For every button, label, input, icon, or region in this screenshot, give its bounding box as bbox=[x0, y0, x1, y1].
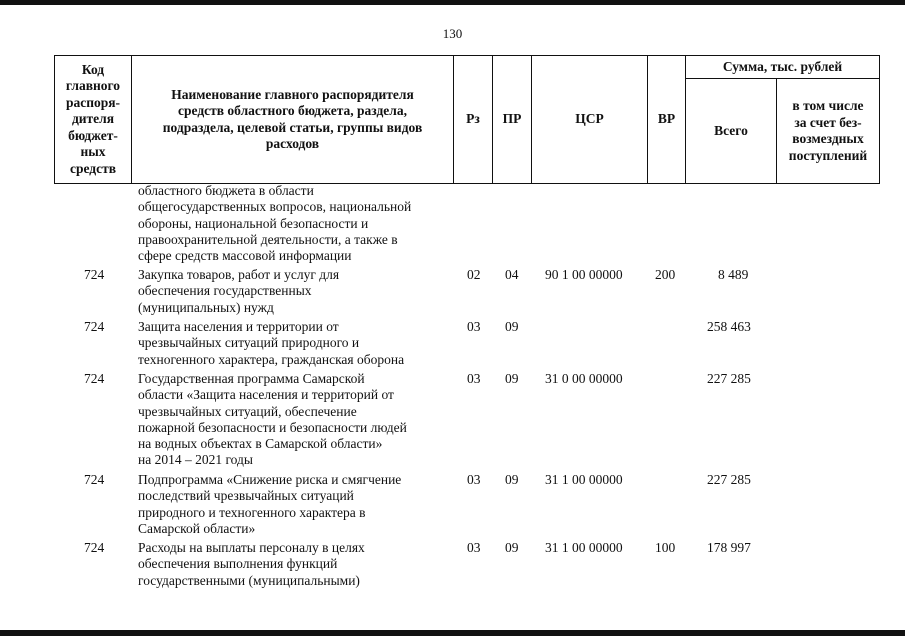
cell-rz: 02 bbox=[467, 267, 481, 282]
cell-total: 227 285 bbox=[707, 472, 751, 487]
cell-pr: 09 bbox=[505, 371, 519, 386]
cell-name: Государственная программа Самарской области «Защита населения и территорий от чрезвычайных ситуаций, обеспечение пожарной безопасности и безопасности людей на водных объектах в Самарской области» на 2014 – 2021 годы bbox=[138, 371, 407, 468]
header-incl: в том числе за счет без- возмездных поступлений bbox=[788, 98, 868, 163]
cell-rz: 03 bbox=[467, 472, 481, 487]
cell-name: Закупка товаров, работ и услуг для обеспечения государственных (муниципальных) нужд bbox=[138, 267, 340, 315]
header-rz: Рз bbox=[466, 111, 480, 127]
cell-pr: 04 bbox=[505, 267, 519, 282]
cell-pr: 09 bbox=[505, 319, 519, 334]
cell-csr: 31 1 00 00000 bbox=[545, 472, 623, 487]
cell-csr: 31 1 00 00000 bbox=[545, 540, 623, 555]
header-total: Всего bbox=[714, 122, 748, 138]
header-border-right bbox=[879, 55, 880, 184]
top-border bbox=[0, 0, 905, 5]
cell-csr: 31 0 00 00000 bbox=[545, 371, 623, 386]
cell-code: 724 bbox=[84, 540, 105, 555]
cell-total: 258 463 bbox=[707, 319, 751, 334]
table-header bbox=[54, 55, 880, 184]
header-vr: ВР bbox=[657, 111, 676, 127]
cell-name: Защита населения и территории от чрезвычайных ситуаций природного и техногенного характера, гражданская оборона bbox=[138, 319, 405, 367]
cell-rz: 03 bbox=[467, 371, 481, 386]
cell-code: 724 bbox=[84, 267, 105, 282]
cell-pr: 09 bbox=[505, 472, 519, 487]
cell-code: 724 bbox=[84, 319, 105, 334]
cell-csr: 90 1 00 00000 bbox=[545, 267, 623, 282]
cell-code: 724 bbox=[84, 472, 105, 487]
cell-total: 227 285 bbox=[707, 371, 751, 386]
cell-total: 178 997 bbox=[707, 540, 751, 555]
cell-code: 724 bbox=[84, 371, 105, 386]
cell-vr: 200 bbox=[655, 267, 676, 282]
header-code: Код главного распоря- дителя бюджет- ных средств bbox=[65, 61, 121, 176]
continuation-text: областного бюджета в области общегосударственных вопросов, национальной обороны, национальной безопасности и правоохранительной деятельности, а также в сфере средств массовой информации bbox=[138, 183, 412, 264]
header-pr: ПР bbox=[502, 111, 522, 127]
header-csr: ЦСР bbox=[575, 111, 604, 127]
header-name: Наименование главного распорядителя средств областного бюджета, раздела, подраздела, целевой статьи, группы видов расходов bbox=[162, 86, 423, 151]
bottom-border bbox=[0, 630, 905, 636]
cell-name: Подпрограмма «Снижение риска и смягчение последствий чрезвычайных ситуаций природного и техногенного характера в Самарской области» bbox=[138, 472, 402, 536]
cell-pr: 09 bbox=[505, 540, 519, 555]
page-number: 130 bbox=[442, 26, 463, 41]
cell-total: 8 489 bbox=[718, 267, 749, 282]
header-sum-group: Сумма, тыс. рублей bbox=[722, 58, 843, 74]
cell-name: Расходы на выплаты персоналу в целях обеспечения выполнения функций государственными (муниципальными) bbox=[138, 540, 365, 588]
cell-vr: 100 bbox=[655, 540, 676, 555]
cell-rz: 03 bbox=[467, 319, 481, 334]
cell-rz: 03 bbox=[467, 540, 481, 555]
